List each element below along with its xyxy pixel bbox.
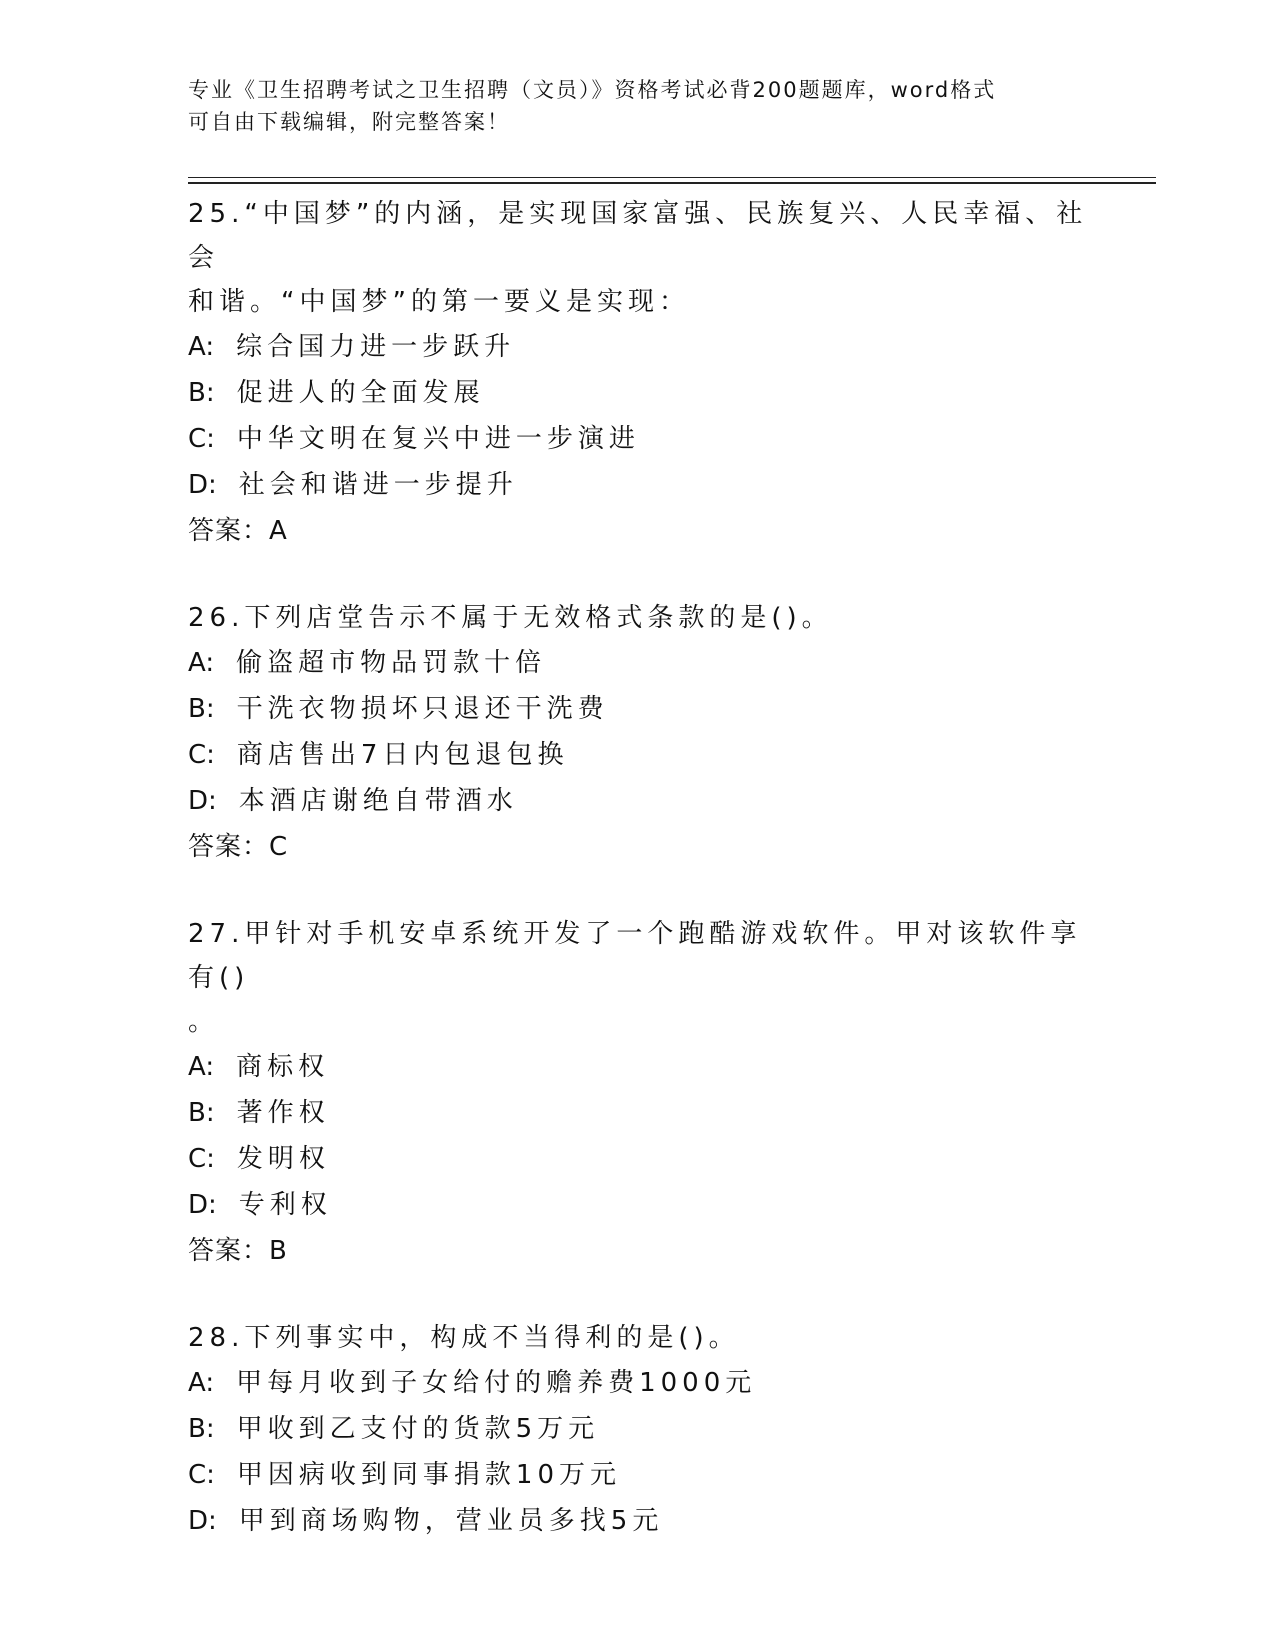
option-d [188,1182,1088,1228]
option-label: A: [188,1052,215,1082]
option-text: 甲每月收到子女给付的赡养费1000元 [236,1368,757,1398]
option-text: 社会和谐进一步提升 [238,470,518,500]
option-text: 偷盗超市物品罚款十倍 [236,648,547,678]
option-label: D: [188,1190,217,1220]
option-c [188,1452,1088,1498]
option-text: 综合国力进一步跃升 [236,332,516,362]
option-text: 甲到商场购物，营业员多找5元 [238,1506,664,1536]
option-label: A: [188,332,215,362]
option-label: C: [188,740,215,770]
option-label: A: [188,1368,215,1398]
option-d [188,1498,1088,1544]
option-label: B: [188,378,215,408]
option-d [188,462,1088,508]
question-text: 27.甲针对手机安卓系统开发了一个跑酷游戏软件。甲对该软件享有() [188,919,1082,993]
header-divider-thin [188,177,1156,178]
question-28 [188,1316,1088,1544]
option-c [188,416,1088,462]
option-b [188,1406,1088,1452]
option-text: 中华文明在复兴中进一步演进 [236,424,640,454]
document-header [188,74,1088,138]
question-text: 28.下列事实中，构成不当得利的是()。 [188,1323,740,1353]
option-text: 发明权 [236,1144,330,1174]
option-label: B: [188,694,215,724]
option-label: D: [188,470,217,500]
option-text: 干洗衣物损坏只退还干洗费 [236,694,609,724]
option-label: D: [188,786,217,816]
question-25 [188,192,1088,554]
option-text: 本酒店谢绝自带酒水 [238,786,518,816]
option-label: C: [188,424,215,454]
option-label: A: [188,648,215,678]
answer: 答案：A [188,516,288,546]
option-b [188,686,1088,732]
option-text: 专利权 [238,1190,332,1220]
option-text: 甲收到乙支付的货款5万元 [236,1414,600,1444]
option-text: 商标权 [236,1052,330,1082]
option-b [188,370,1088,416]
answer: 答案：B [188,1236,288,1266]
option-a [188,324,1088,370]
option-label: B: [188,1414,215,1444]
option-label: D: [188,1506,217,1536]
option-d [188,778,1088,824]
option-c [188,1136,1088,1182]
question-text: 26.下列店堂告示不属于无效格式条款的是()。 [188,603,833,633]
option-text: 甲因病收到同事捐款10万元 [236,1460,622,1490]
answer: 答案：C [188,832,289,862]
option-text: 著作权 [236,1098,330,1128]
header-divider-thick [188,182,1156,184]
option-a [188,1044,1088,1090]
header-line-2: 可自由下载编辑，附完整答案！ [188,110,510,134]
option-a [188,640,1088,686]
question-text-continued: 。 [188,1007,220,1037]
header-line-1: 专业《卫生招聘考试之卫生招聘（文员）》资格考试必背200题题库，word格式 [188,78,997,102]
question-list [188,192,1088,1586]
option-a [188,1360,1088,1406]
option-label: C: [188,1144,215,1174]
question-26 [188,596,1088,870]
option-c [188,732,1088,778]
option-text: 促进人的全面发展 [236,378,485,408]
question-27 [188,912,1088,1274]
option-label: B: [188,1098,215,1128]
option-b [188,1090,1088,1136]
option-label: C: [188,1460,215,1490]
option-text: 商店售出7日内包退包换 [236,740,569,770]
question-text-continued: 和谐。“中国梦”的第一要义是实现： [188,287,690,317]
question-text: 25.“中国梦”的内涵，是实现国家富强、民族复兴、人民幸福、社会 [188,199,1088,273]
